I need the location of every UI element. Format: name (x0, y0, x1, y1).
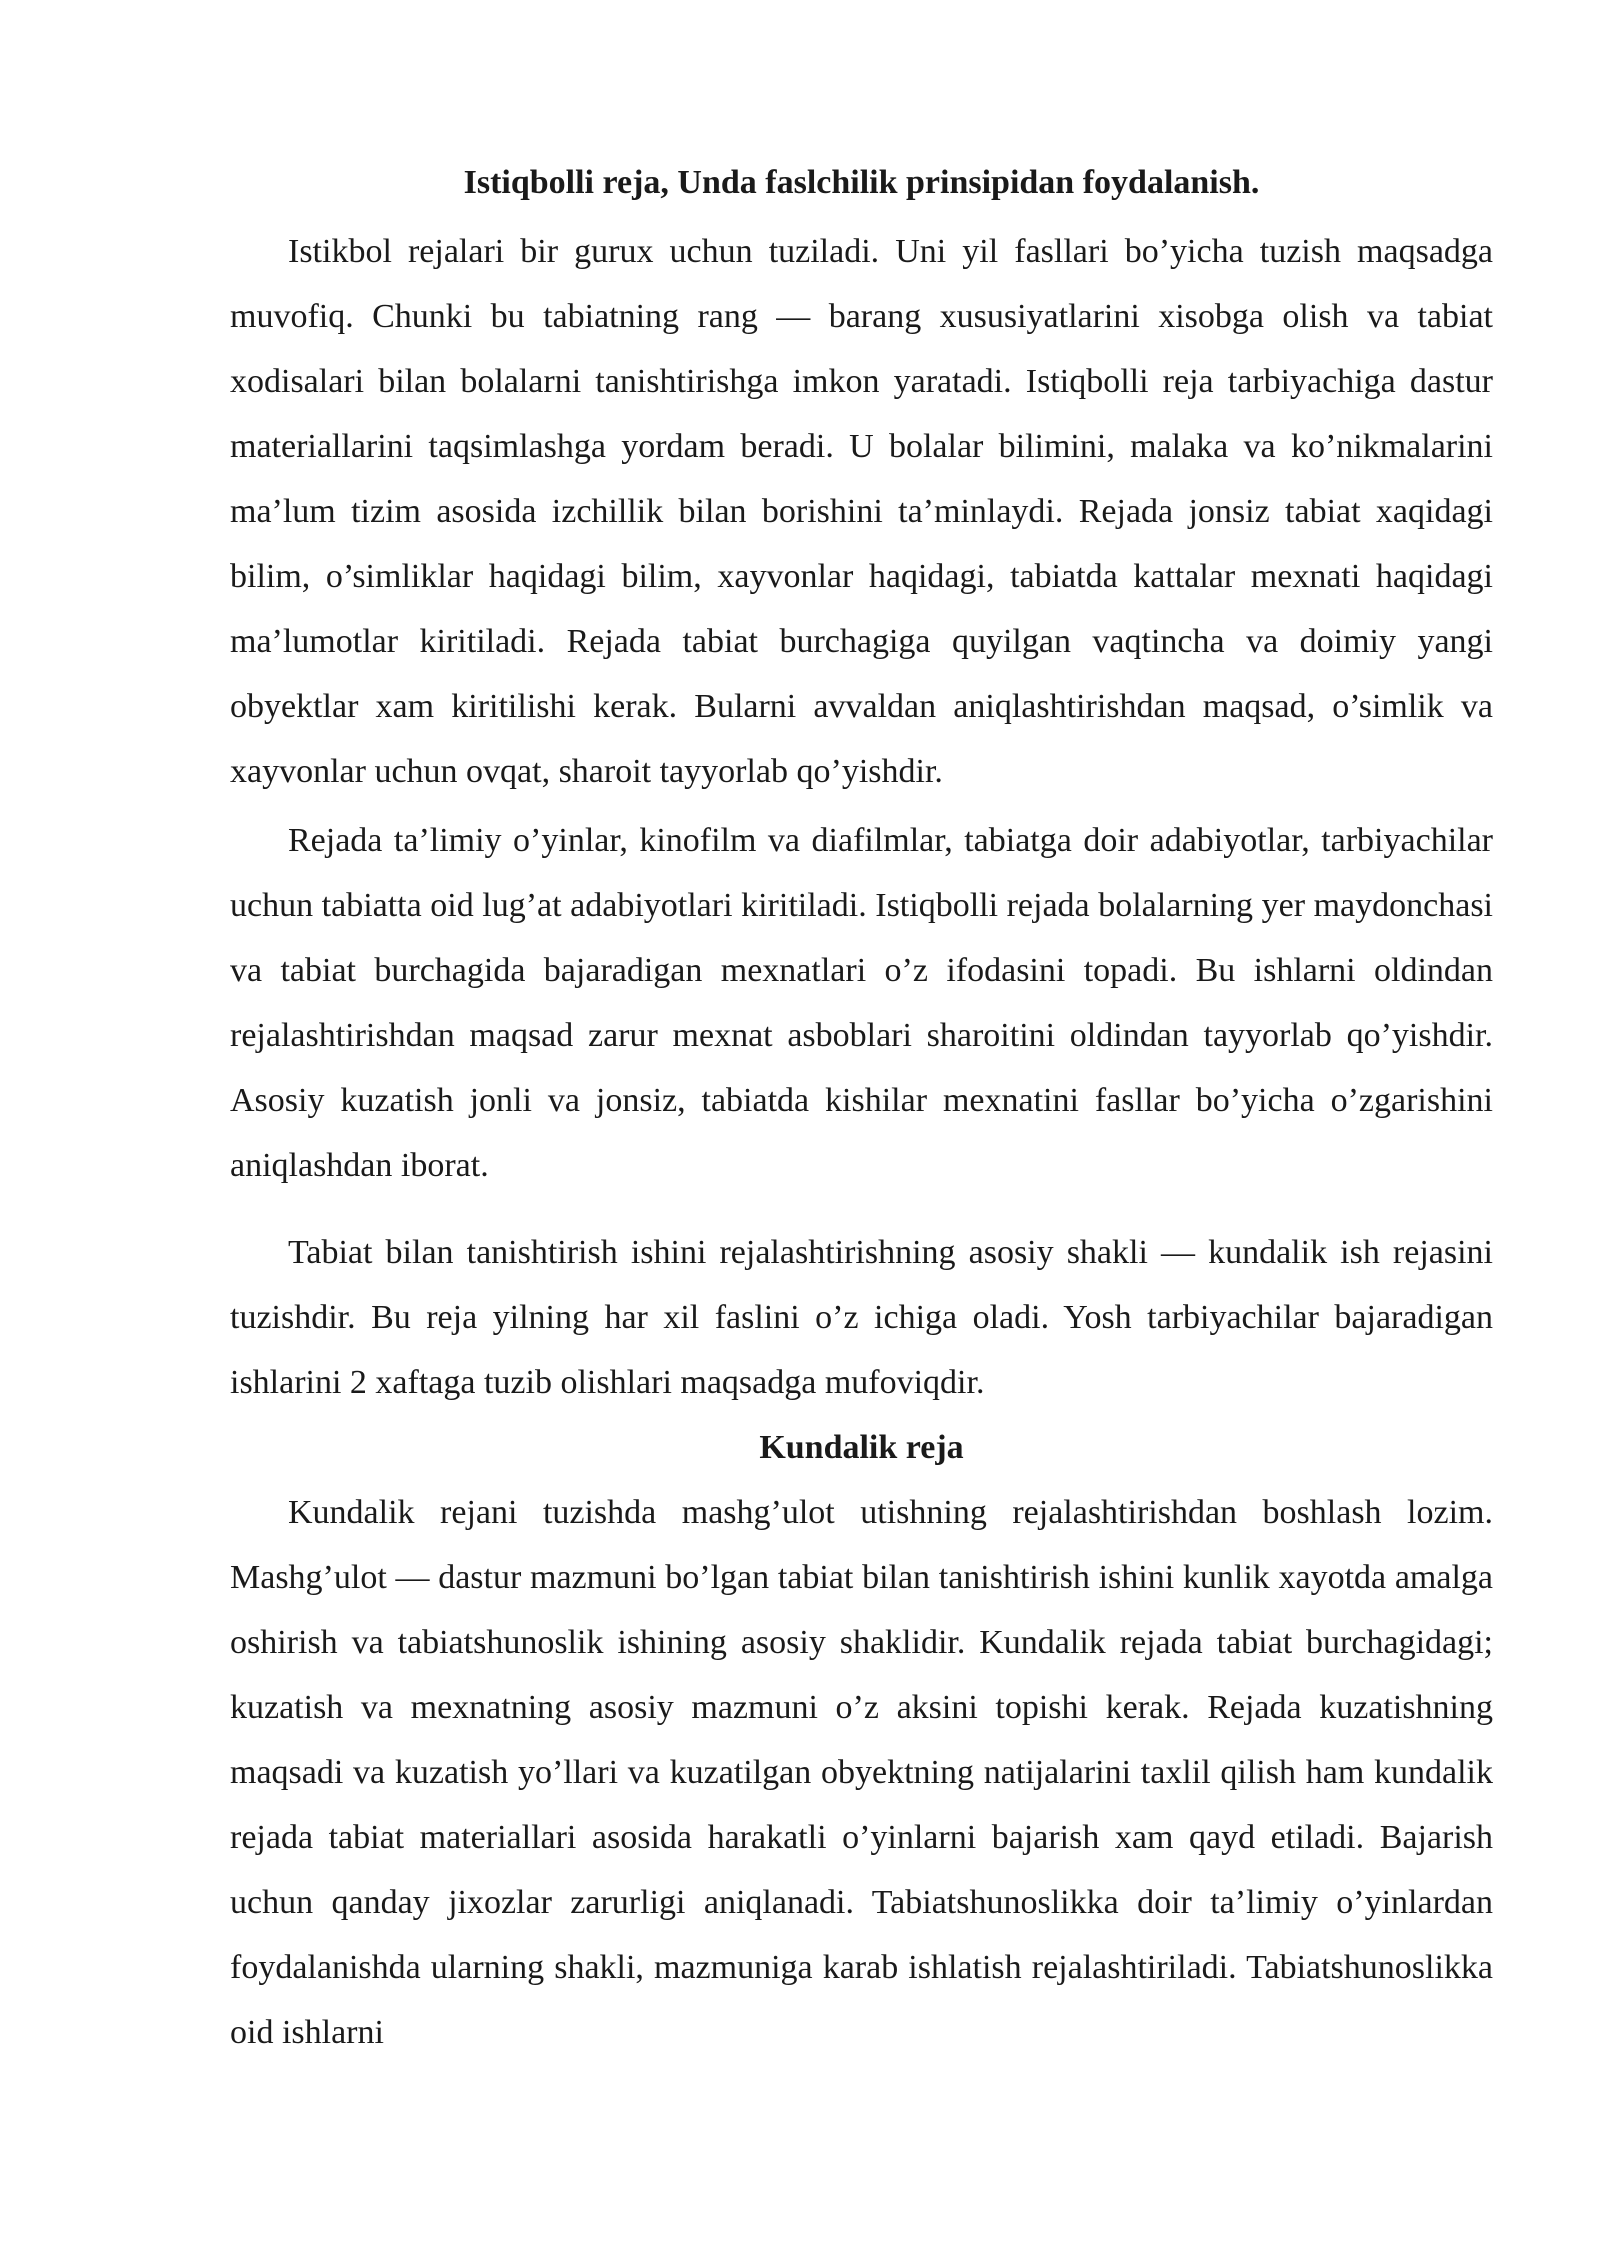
paragraph-3: Tabiat bilan tanishtirish ishini rejalashtirishning asosiy shakli — kundalik ish rejasini tuzishdir. Bu reja yilning har xil faslini o’z ichiga oladi. Yosh tarbiyachilar bajaradigan ishlarini 2 xaftaga tuzib olishlari maqsadga mufoviqdir. (230, 1234, 1493, 1401)
paragraph-2: Rejada ta’limiy o’yinlar, kinofilm va diafilmlar, tabiatga doir adabiyotlar, tarbiyachilar uchun tabiatta oid lug’at adabiyotlari kiritiladi. Istiqbolli rejada bolalarning yer maydonchasi va tabiat burchagida bajaradigan mexnatlari o’z ifodasini topadi. Bu ishlarni oldindan rejalashtirishdan maqsad zarur mexnat asboblari sharoitini oldindan tayyorlab qo’yishdir. Asosiy kuzatish jonli va jonsiz, tabiatda kishilar mexnatini fasllar bo’yicha o’zgarishini aniqlashdan iborat. (230, 822, 1493, 1184)
document-title: Istiqbolli reja, Unda faslchilik prinsipidan foydalanish. (463, 164, 1260, 201)
document-body (230, 150, 1493, 2065)
paragraph-4: Kundalik rejani tuzishda mashg’ulot utishning rejalashtirishdan boshlash lozim. Mashg’ulot — dastur mazmuni bo’lgan tabiat bilan tanishtirish ishini kunlik xayotda amalga oshirish va tabiatshunoslik ishining asosiy shaklidir. Kundalik rejada tabiat burchagidagi; kuzatish va mexnatning asosiy mazmuni o’z aksini topishi kerak. Rejada kuzatishning maqsadi va kuzatish yo’llari va kuzatilgan obyektning natijalarini taxlil qilish ham kundalik rejada tabiat materiallari asosida harakatli o’yinlarni bajarish xam qayd etiladi. Bajarish uchun qanday jixozlar zarurligi aniqlanadi. Tabiatshunoslikka doir ta’limiy o’yinlardan foydalanishda ularning shakli, mazmuniga karab ishlatish rejalashtiriladi. Tabiatshunoslikka oid ishlarni (230, 1494, 1493, 2051)
section-heading: Kundalik reja (759, 1429, 964, 1466)
paragraph-1: Istikbol rejalari bir gurux uchun tuziladi. Uni yil fasllari bo’yicha tuzish maqsadga muvofiq. Chunki bu tabiatning rang — barang xususiyatlarini xisobga olish va tabiat xodisalari bilan bolalarni tanishtirishga imkon yaratadi. Istiqbolli reja tarbiyachiga dastur materiallarini taqsimlashga yordam beradi. U bolalar bilimini, malaka va ko’nikmalarini ma’lum tizim asosida izchillik bilan borishini ta’minlaydi. Rejada jonsiz tabiat xaqidagi bilim, o’simliklar haqidagi bilim, xayvonlar haqidagi, tabiatda kattalar mexnati haqidagi ma’lumotlar kiritiladi. Rejada tabiat burchagiga quyilgan vaqtincha va doimiy yangi obyektlar xam kiritilishi kerak. Bularni avvaldan aniqlashtirishdan maqsad, o’simlik va xayvonlar uchun ovqat, sharoit tayyorlab qo’yishdir. (230, 233, 1493, 790)
